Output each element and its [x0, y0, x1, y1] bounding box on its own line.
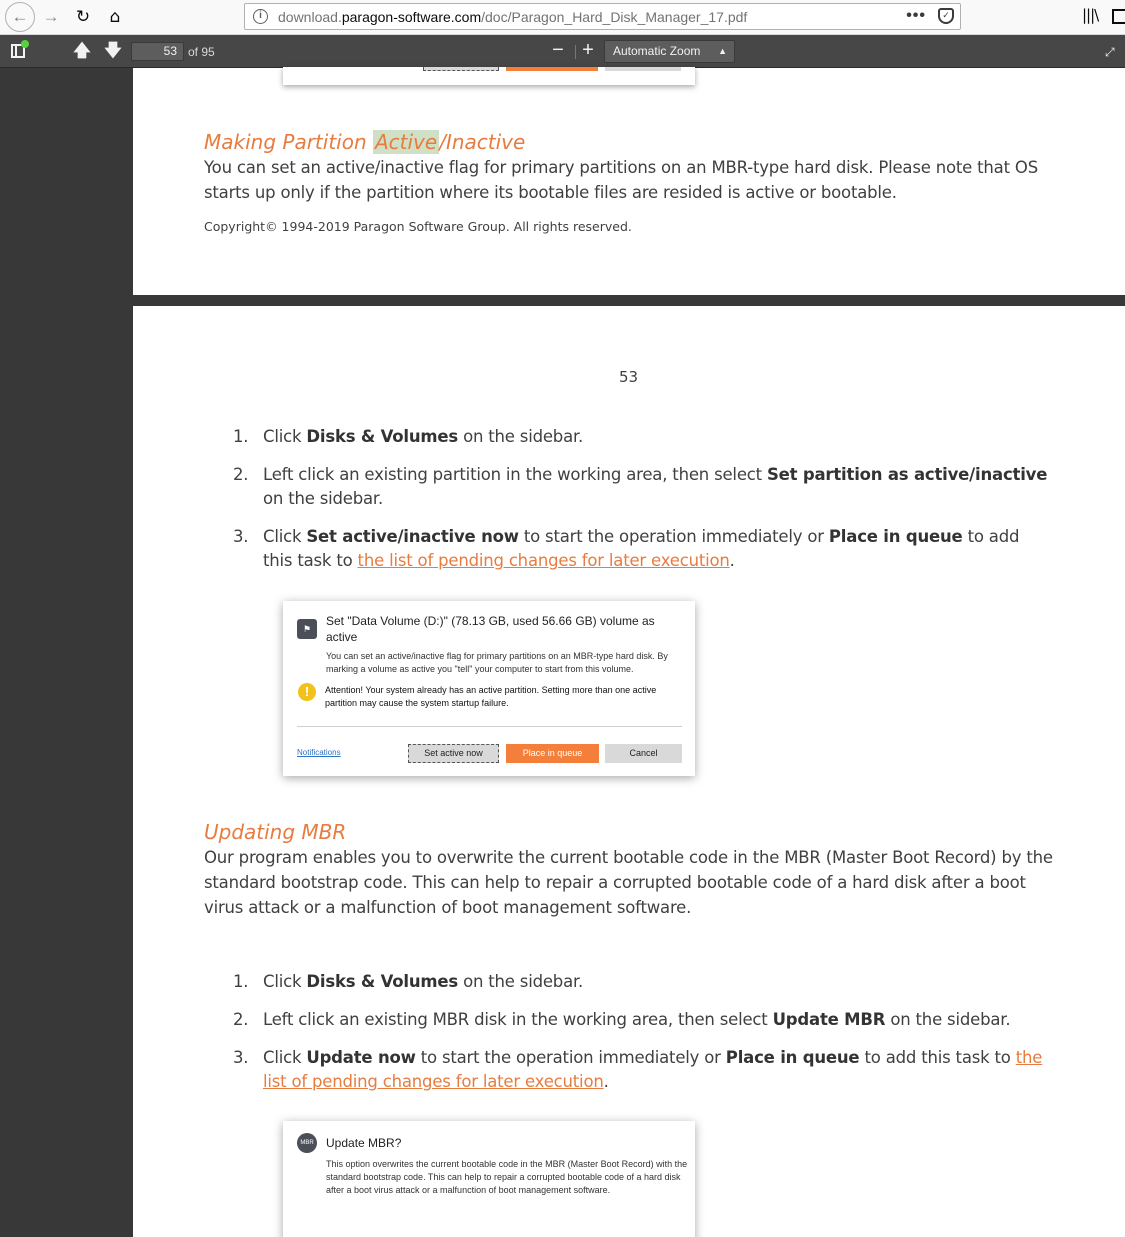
- page-number: 53: [619, 368, 639, 386]
- back-arrow-icon[interactable]: ←: [5, 2, 35, 32]
- dialog-screenshot-update-mbr: [283, 1121, 695, 1237]
- home-icon[interactable]: ⌂: [109, 7, 121, 27]
- pending-changes-link[interactable]: the list of pending changes for later execution: [357, 551, 730, 570]
- steps-list-active: [233, 425, 1053, 587]
- section-paragraph: Our program enables you to overwrite the current bootable code in the MBR (Master Boot Record) by the standard bootstrap code. This can help to repair a corrupted bootable code of a hard disk after a boot virus attack or a malfunction of boot management software.: [204, 848, 1053, 917]
- page-actions-icon[interactable]: •••: [906, 7, 926, 24]
- pdf-page-53: [133, 306, 1125, 1237]
- dialog-title: Update MBR?: [326, 1136, 402, 1150]
- pocket-icon[interactable]: ✓: [938, 8, 954, 24]
- place-in-queue-button: Place in queue: [506, 744, 599, 763]
- partial-button: [423, 67, 499, 71]
- steps-list-mbr: [233, 970, 1053, 1108]
- next-page-icon[interactable]: 🡇: [104, 41, 122, 61]
- zoom-select[interactable]: Automatic Zoom ▲: [604, 40, 735, 63]
- pdf-toolbar: [0, 35, 1125, 68]
- section-heading: Making Partition Active /Inactive: [204, 130, 526, 154]
- zoom-out-button[interactable]: −: [552, 39, 564, 61]
- library-icon[interactable]: |||\: [1082, 6, 1099, 24]
- sidebar-toggle-icon[interactable]: [1112, 9, 1125, 24]
- dialog-divider: [297, 726, 682, 727]
- dialog-title: Set "Data Volume (D:)" (78.13 GB, used 56.66 GB) volume as active: [326, 614, 655, 644]
- mbr-icon: MBR: [297, 1133, 317, 1153]
- list-item: 2. Left click an existing partition in the working area, then select Set partition as active/inactive on the sidebar.: [233, 465, 1048, 508]
- list-item: 3. Click Set active/inactive now to start the operation immediately or Place in queue to add this task to the list of pending changes for later execution.: [233, 527, 1020, 570]
- page-number-input[interactable]: 53: [131, 42, 184, 61]
- caret-updown-icon: ▲: [718, 46, 727, 56]
- dialog-text: You can set an active/inactive flag for primary partitions on an MBR-type hard disk. By marking a volume as active you "tell" your computer to start from this volume.: [326, 651, 668, 674]
- list-item: 3. Click Update now to start the operation immediately or Place in queue to add this task to the list of pending changes for later execution.: [233, 1048, 1043, 1091]
- presentation-mode-icon[interactable]: ⤢: [1105, 45, 1115, 59]
- warning-text: Attention! Your system already has an active partition. Setting more than one active partition may cause the system startup failure.: [325, 685, 657, 708]
- partial-button: [506, 67, 598, 71]
- search-highlight: Active: [374, 130, 438, 154]
- copyright-footer: Copyright© 1994-2019 Paragon Software Group. All rights reserved.: [204, 219, 632, 234]
- dialog-screenshot-partial: [283, 67, 695, 85]
- set-active-now-button: Set active now: [408, 744, 499, 763]
- flag-icon: ⚑: [297, 619, 317, 639]
- dialog-screenshot-set-active: [283, 601, 695, 776]
- dialog-text: This option overwrites the current bootable code in the MBR (Master Boot Record) with the standard bootstrap code. This can help to repair a corrupted bootable code of a hard disk after a boot virus attack or a malfunction of boot management software.: [326, 1159, 688, 1195]
- notification-dot-icon: [21, 40, 29, 48]
- reload-icon[interactable]: ↻: [75, 7, 91, 26]
- section-paragraph: You can set an active/inactive flag for primary partitions on an MBR-type hard disk. Please note that OS starts up only if the partition where its bootable files are resided is active or bootable.: [204, 158, 1038, 202]
- info-icon[interactable]: i: [253, 9, 268, 24]
- cancel-button: Cancel: [605, 744, 682, 763]
- pdf-page-52: [133, 68, 1125, 295]
- url-bar[interactable]: [244, 3, 961, 30]
- toolbar-separator: [575, 45, 576, 59]
- warning-icon: !: [298, 683, 316, 701]
- page-count: of 95: [188, 45, 215, 59]
- browser-navbar: [0, 0, 1125, 35]
- partial-button: [605, 67, 681, 71]
- list-item: 2. Left click an existing MBR disk in the working area, then select Update MBR on the sidebar.: [233, 1010, 1011, 1029]
- notifications-link: Notifications: [297, 748, 341, 757]
- list-item: 1. Click Disks & Volumes on the sidebar.: [233, 972, 584, 991]
- list-item: 1. Click Disks & Volumes on the sidebar.: [233, 427, 584, 446]
- zoom-in-button[interactable]: +: [582, 39, 594, 61]
- previous-page-icon[interactable]: 🡅: [73, 41, 91, 61]
- pending-changes-link[interactable]: the list of pending changes for later execution: [263, 1048, 1043, 1091]
- section-heading-updating-mbr: Updating MBR: [204, 820, 347, 844]
- url-text[interactable]: download.paragon-software.com/doc/Paragon_Hard_Disk_Manager_17.pdf: [278, 9, 748, 25]
- forward-arrow-icon[interactable]: →: [42, 7, 60, 26]
